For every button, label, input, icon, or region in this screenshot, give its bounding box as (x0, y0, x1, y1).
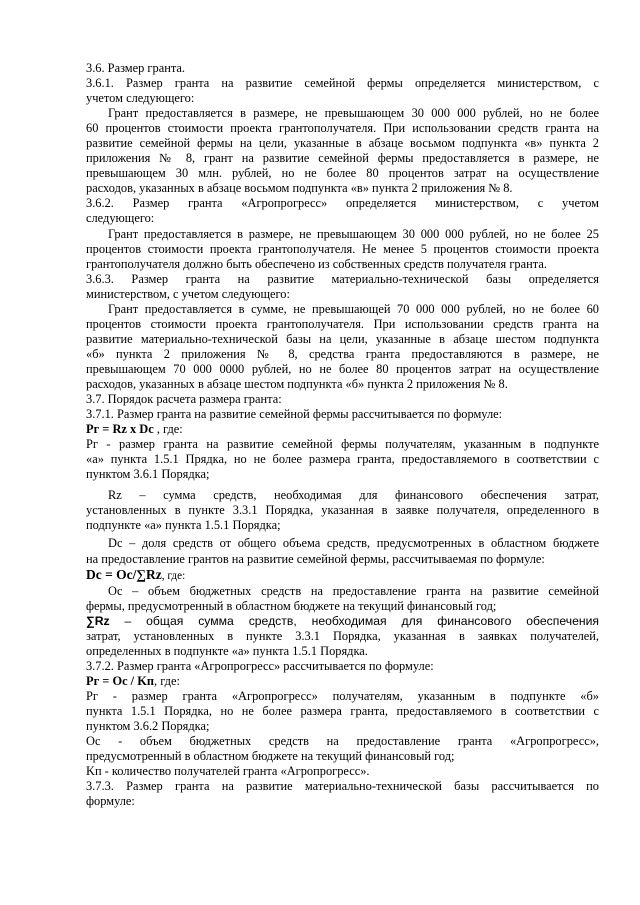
definition-oc-agroprogress: Oc - объем бюджетных средств на предоставление гранта «Агропрогресс», предусмотренный в областном бюджете на текущий финансовый год; (86, 734, 599, 764)
paragraph-3-6-2: 3.6.2. Размер гранта «Агропрогресс» определяется министерством, с учетом следующего: (86, 196, 599, 226)
definition-dc: Dc – доля средств от общего объема средств, предусмотренных в областном бюджете на предоставление грантов на развитие семейной фермы, рассчитываемая по формуле: (86, 536, 599, 566)
definition-pg: Pг - размер гранта на развитие семейной фермы получателям, указанным в подпункте «а» пункта 1.5.1 Прядка, но не более размера гранта, предоставляемого в соответствии с пунктом 3.6.1 Порядка; (86, 437, 599, 482)
formula-where: , где: (154, 673, 180, 688)
paragraph-3-7-1: 3.7.1. Размер гранта на развитие семейной фермы рассчитывается по формуле: (86, 407, 503, 422)
document-body (86, 61, 599, 809)
definition-pg-agroprogress: Pг - размер гранта «Агропрогресс» получателям, указанным в подпункте «б» пункта 1.5.1 Порядка, но не более размера гранта, предоставляемого в соответствии с пунктом 3.6.2 Порядка; (86, 688, 599, 734)
formula-dc (86, 567, 599, 584)
sum-rz-text: – общая сумма средств, необходимая для финансового обеспечения (109, 613, 599, 628)
section-3-6-heading: 3.6. Размер гранта. (86, 61, 185, 75)
paragraph-3-7-3: 3.7.3. Размер гранта на развитие материально-технической базы рассчитывается по формуле: (86, 779, 599, 809)
paragraph-mtb-grant-size: Грант предоставляется в сумме, не превышающей 70 000 000 рублей, но не более 60 процентов стоимости проекта грантополучателя. При использовании средств гранта на развитие материально-технической базы на цели, указанные в абзаце шестом подпункта «б» пункта 2 приложения № 8, средства гранта предоставляются в размере, не превышающем 70 000 0000 рублей, но не более 80 процентов затрат на осуществление расходов, указанных в абзаце шестом подпункта «б» пункта 2 приложения № 8. (86, 301, 599, 391)
formula-text: Dc = Oc/∑Rz (86, 566, 162, 582)
definition-kp: Kп - количество получателей гранта «Агропрогресс». (86, 764, 370, 779)
definition-sum-rz: ∑Rz – общая сумма средств, необходимая для финансового обеспечения затрат, установленных в пункте 3.3.1 Порядка, указанная в заявках получателей, определенных в подпункте «а» пункта 1.5.1 Порядка. (86, 613, 599, 658)
formula-text: Pг = Rz х Dc (86, 422, 154, 437)
paragraph-3-7-2: 3.7.2. Размер гранта «Агропрогресс» рассчитывается по формуле: (86, 658, 434, 673)
section-3-7-heading: 3.7. Порядок расчета размера гранта: (86, 392, 282, 407)
definition-rz: Rz – сумма средств, необходимая для финансового обеспечения затрат, установленных в пункте 3.3.1 Порядка, указанная в заявке получателя, определенного в подпункте «а» пункта 1.5.1 Порядка; (86, 488, 599, 533)
paragraph-agroprogress-grant-size: Грант предоставляется в размере, не превышающем 30 000 000 рублей, но не более 25 процентов стоимости проекта грантополучателя. Не менее 5 процентов стоимости проекта грантополучателя должно быть обеспечено из собственных средств получателя гранта. (86, 226, 599, 271)
paragraph-family-farm-grant-size: Грант предоставляется в размере, не превышающем 30 000 000 рублей, но не более 60 процентов стоимости проекта грантополучателя. При использовании средств гранта на развитие семейной фермы на цели, указанные в абзаце восьмом подпункта «в» пункта 2 приложения № 8, грант на развитие семейной фермы предоставляется в размере, не превышающем 30 млн. рублей, но не более 80 процентов затрат на осуществление расходов, указанных в абзаце восьмом подпункта «в» пункта 2 приложения № 8. (86, 106, 599, 196)
formula-agroprogress-grant (86, 674, 599, 689)
formula-where: , где: (153, 422, 183, 437)
formula-family-farm-grant (86, 422, 599, 437)
paragraph-3-6-1: 3.6.1. Размер гранта на развитие семейной фермы определяется министерством, с учетом следующего: (86, 76, 599, 106)
formula-text: Pг = Oc / Kп (86, 673, 155, 688)
formula-where: , где: (161, 569, 186, 582)
sum-rz-symbol: ∑Rz (86, 613, 110, 628)
paragraph-3-6-3: 3.6.3. Размер гранта на развитие материально-технической базы определяется министерством, с учетом следующего: (86, 271, 599, 301)
definition-oc: Oc – объем бюджетных средств на предоставление гранта на развитие семейной фермы, предусмотренный в областном бюджете на текущий финансовый год; (86, 583, 599, 613)
